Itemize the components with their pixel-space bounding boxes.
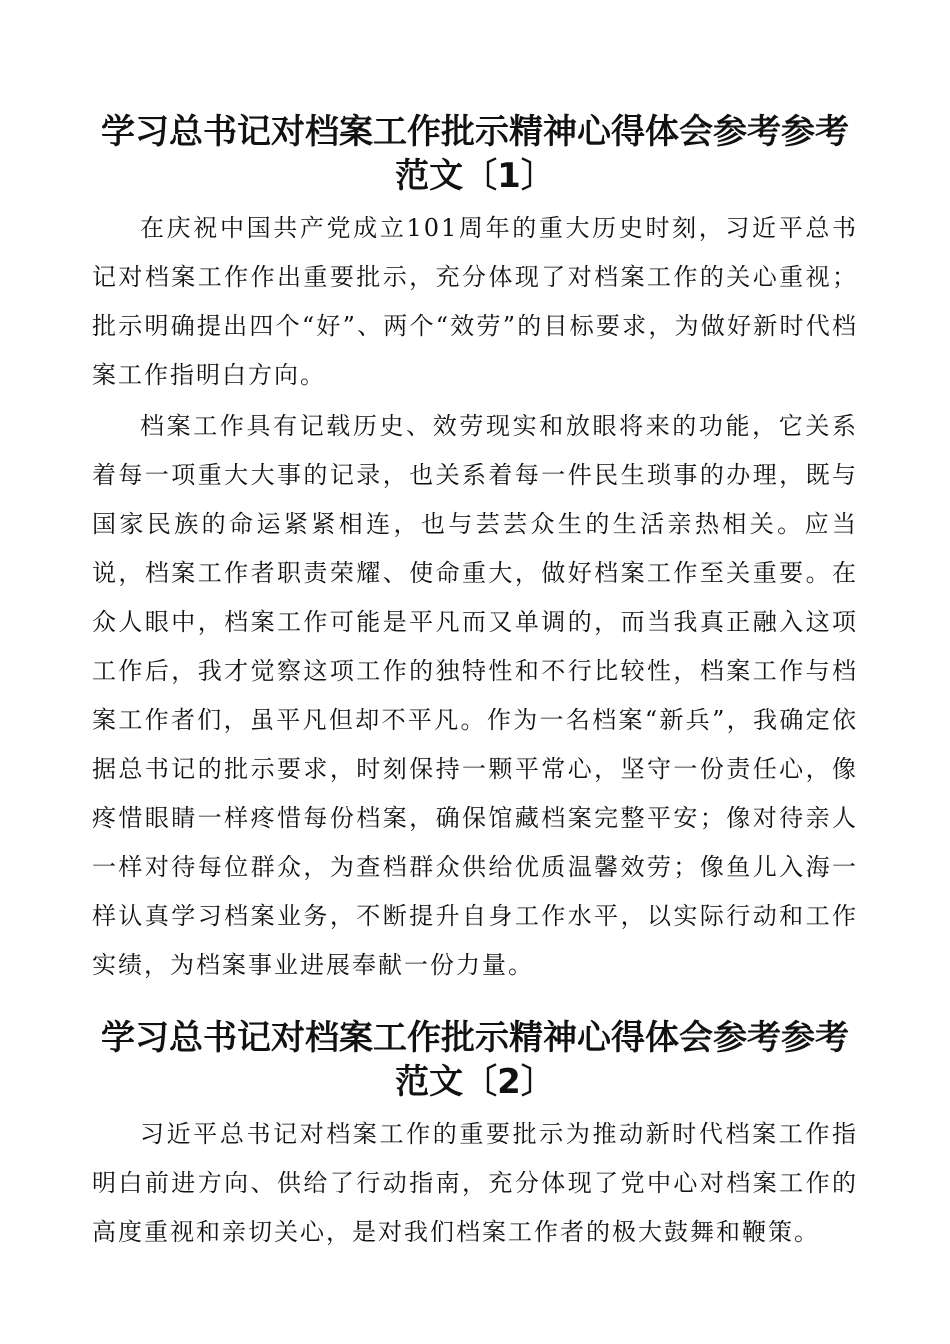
paragraph-1-1: 在庆祝中国共产党成立101周年的重大历史时刻，习近平总书记对档案工作作出重要批示，充分体现了对档案工作的关心重视；批示明确提出四个“好”、两个“效劳”的目标要求，为做好新时代档案工作指明白方向。 [92,214,858,389]
paragraph-2-1: 习近平总书记对档案工作的重要批示为推动新时代档案工作指明白前进方向、供给了行动指南，充分体现了党中心对档案工作的高度重视和亲切关心，是对我们档案工作者的极大鼓舞和鞭策。 [92,1120,858,1246]
section-title-2: 学习总书记对档案工作批示精神心得体会参考参考范文〔2〕 [101,1018,849,1102]
paragraph-1-2: 档案工作具有记载历史、效劳现实和放眼将来的功能，它关系着每一项重大大事的记录，也关系着每一件民生琐事的办理，既与国家民族的命运紧紧相连，也与芸芸众生的生活亲热相关。应当说，档案工作者职责荣耀、使命重大，做好档案工作至关重要。在众人眼中，档案工作可能是平凡而又单调的，而当我真正融入这项工作后，我才觉察这项工作的独特性和不行比较性，档案工作与档案工作者们，虽平凡但却不平凡。作为一名档案“新兵”，我确定依据总书记的批示要求，时刻保持一颗平常心，坚守一份责任心，像疼惜眼睛一样疼惜每份档案，确保馆藏档案完整平安；像对待亲人一样对待每位群众，为查档群众供给优质温馨效劳；像鱼儿入海一样认真学习档案业务，不断提升自身工作水平，以实际行动和工作实绩，为档案事业进展奉献一份力量。 [92,412,858,979]
section-title-1: 学习总书记对档案工作批示精神心得体会参考参考范文〔1〕 [101,112,849,196]
